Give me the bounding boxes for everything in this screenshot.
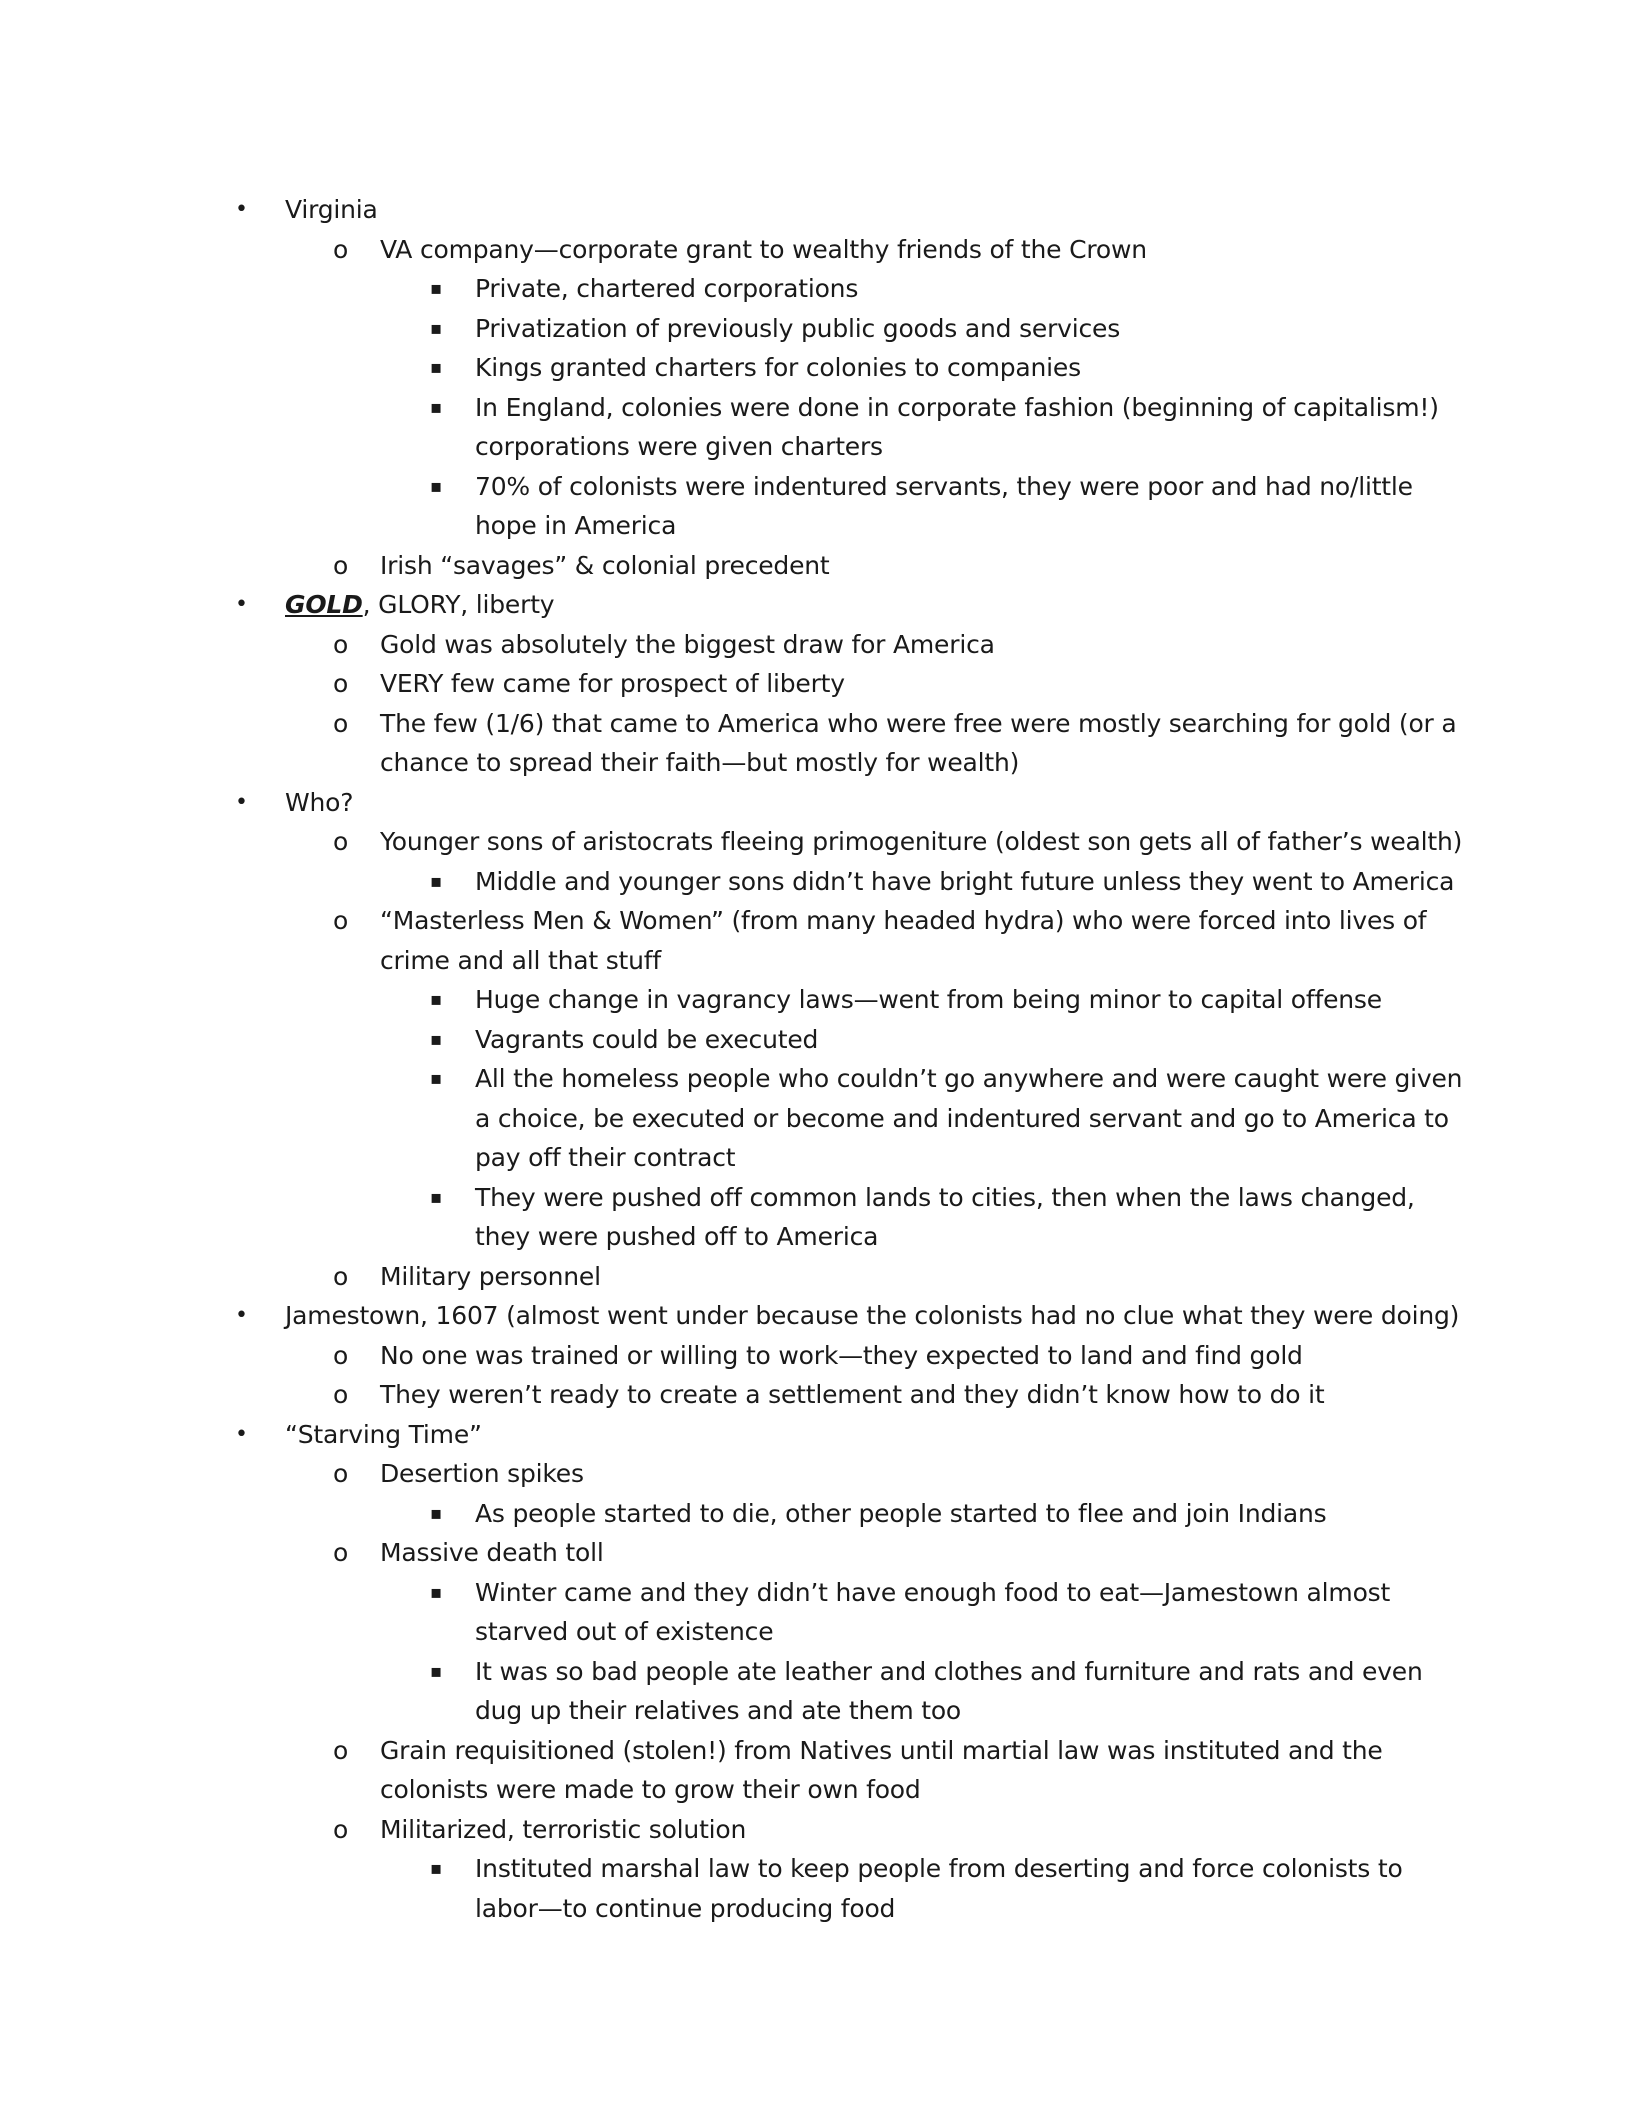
outline-text: All the homeless people who couldn’t go anywhere and were caught were given bbox=[475, 1064, 1463, 1093]
bullet-dot-icon: • bbox=[235, 789, 248, 815]
outline-text: Vagrants could be executed bbox=[475, 1024, 819, 1054]
outline-text: As people started to die, other people started to flee and join Indians bbox=[475, 1498, 1327, 1528]
bullet-circle-icon: o bbox=[333, 669, 349, 698]
outline-text bbox=[0, 590, 554, 619]
bullet-square-icon: ▪ bbox=[430, 475, 442, 497]
outline-text: crime and all that stuff bbox=[380, 945, 661, 975]
outline-item-level-3 bbox=[0, 348, 1640, 388]
bullet-dot-icon: • bbox=[235, 1421, 248, 1447]
outline-text: Grain requisitioned (stolen!) from Natives until martial law was instituted and the bbox=[380, 1735, 1383, 1765]
outline-item-level-1 bbox=[0, 190, 1640, 230]
outline-text: Militarized, terroristic solution bbox=[380, 1814, 747, 1844]
outline-item-continuation bbox=[0, 1138, 1640, 1178]
outline-text: chance to spread their faith—but mostly for wealth) bbox=[380, 748, 1020, 777]
outline-item-level-3 bbox=[0, 1652, 1640, 1692]
outline-item-continuation bbox=[0, 1691, 1640, 1731]
bullet-square-icon: ▪ bbox=[430, 278, 442, 299]
outline-text: In England, colonies were done in corporate fashion (beginning of capitalism!) bbox=[475, 392, 1439, 422]
outline-text-rest: , GLORY, liberty bbox=[362, 590, 555, 619]
outline-item-level-1 bbox=[0, 783, 1640, 823]
bullet-dot-icon: • bbox=[235, 197, 248, 222]
outline-item-level-2 bbox=[0, 664, 1640, 704]
outline-text: “Masterless Men & Women” (from many headed hydra) who were forced into lives of bbox=[380, 906, 1427, 935]
bullet-dot-icon: • bbox=[235, 592, 248, 617]
emphasized-word: GOLD bbox=[285, 590, 363, 619]
outline-item-level-2 bbox=[0, 1731, 1640, 1771]
outline-item-continuation bbox=[0, 743, 1640, 783]
outline-text: Winter came and they didn’t have enough food to eat—Jamestown almost bbox=[475, 1577, 1391, 1607]
bullet-circle-icon: o bbox=[333, 1538, 349, 1567]
outline-text: Irish “savages” & colonial precedent bbox=[380, 550, 830, 580]
outline-item-level-1 bbox=[0, 585, 1640, 625]
outline-item-level-3 bbox=[0, 1494, 1640, 1534]
bullet-circle-icon: o bbox=[333, 708, 349, 738]
outline-item-continuation bbox=[0, 427, 1640, 467]
bullet-square-icon: ▪ bbox=[430, 989, 442, 1010]
bullet-square-icon: ▪ bbox=[430, 1581, 442, 1603]
bullet-circle-icon: o bbox=[333, 1735, 349, 1765]
outline-text: It was so bad people ate leather and clothes and furniture and rats and even bbox=[475, 1656, 1423, 1686]
outline-text: Private, chartered corporations bbox=[475, 274, 859, 303]
outline-text: Military personnel bbox=[380, 1261, 601, 1291]
outline-text: Younger sons of aristocrats fleeing primogeniture (oldest son gets all of father’s wealth) bbox=[380, 827, 1463, 856]
outline-item-level-3 bbox=[0, 467, 1640, 507]
outline-text: No one was trained or willing to work—they expected to land and find gold bbox=[380, 1340, 1303, 1370]
outline-item-level-3 bbox=[0, 1178, 1640, 1218]
outline-text: Who? bbox=[285, 787, 354, 817]
outline-item-level-3 bbox=[0, 269, 1640, 309]
outline-item-continuation bbox=[0, 506, 1640, 546]
bullet-square-icon: ▪ bbox=[430, 1502, 442, 1524]
bullet-circle-icon: o bbox=[333, 827, 349, 856]
outline-text: “Starving Time” bbox=[285, 1419, 482, 1449]
outline-item-level-2 bbox=[0, 822, 1640, 862]
outline-text: pay off their contract bbox=[475, 1143, 736, 1172]
outline-item-level-2 bbox=[0, 1375, 1640, 1415]
outline-item-level-2 bbox=[0, 1810, 1640, 1850]
outline-text: hope in America bbox=[475, 511, 677, 540]
outline-item-level-3 bbox=[0, 1573, 1640, 1613]
outline-item-level-2 bbox=[0, 1336, 1640, 1376]
outline-text: Gold was absolutely the biggest draw for America bbox=[380, 629, 995, 659]
outline-text: Desertion spikes bbox=[380, 1459, 584, 1488]
bullet-square-icon: ▪ bbox=[430, 1660, 442, 1682]
outline-text: The few (1/6) that came to America who were free were mostly searching for gold (or a bbox=[380, 708, 1457, 738]
outline-item-level-2 bbox=[0, 1454, 1640, 1494]
outline-item-continuation bbox=[0, 1889, 1640, 1929]
outline-text: VERY few came for prospect of liberty bbox=[380, 669, 845, 698]
bullet-circle-icon: o bbox=[333, 629, 349, 659]
bullet-square-icon: ▪ bbox=[430, 1858, 442, 1879]
outline-text: Kings granted charters for colonies to companies bbox=[475, 353, 1081, 382]
outline-text: colonists were made to grow their own food bbox=[380, 1775, 921, 1804]
bullet-square-icon: ▪ bbox=[430, 396, 442, 418]
notes-document bbox=[0, 190, 1640, 1928]
bullet-circle-icon: o bbox=[333, 1261, 349, 1291]
outline-item-level-3 bbox=[0, 980, 1640, 1020]
outline-item-continuation bbox=[0, 941, 1640, 981]
bullet-square-icon: ▪ bbox=[430, 317, 442, 339]
bullet-circle-icon: o bbox=[333, 1340, 349, 1370]
outline-text: dug up their relatives and ate them too bbox=[475, 1696, 962, 1725]
outline-text: Virginia bbox=[285, 195, 378, 224]
outline-item-level-3 bbox=[0, 309, 1640, 349]
outline-text: Jamestown, 1607 (almost went under because the colonists had no clue what they were doing) bbox=[285, 1301, 1460, 1330]
outline-item-level-2 bbox=[0, 1533, 1640, 1573]
outline-item-level-3 bbox=[0, 1059, 1640, 1099]
outline-item-continuation bbox=[0, 1099, 1640, 1139]
outline-item-level-1 bbox=[0, 1296, 1640, 1336]
bullet-circle-icon: o bbox=[333, 1814, 349, 1844]
bullet-circle-icon: o bbox=[333, 1380, 349, 1409]
outline-text: Huge change in vagrancy laws—went from being minor to capital offense bbox=[475, 985, 1382, 1014]
bullet-square-icon: ▪ bbox=[430, 1186, 442, 1208]
outline-text: They were pushed off common lands to cities, then when the laws changed, bbox=[475, 1182, 1415, 1212]
outline-text: Middle and younger sons didn’t have bright future unless they went to America bbox=[475, 866, 1455, 896]
outline-item-continuation bbox=[0, 1612, 1640, 1652]
outline-text: 70% of colonists were indentured servants, they were poor and had no/little bbox=[475, 471, 1413, 501]
bullet-square-icon: ▪ bbox=[430, 870, 442, 892]
outline-text: a choice, be executed or become and indentured servant and go to America to bbox=[475, 1103, 1449, 1133]
bullet-circle-icon: o bbox=[333, 906, 349, 935]
outline-item-level-2 bbox=[0, 901, 1640, 941]
outline-item-level-3 bbox=[0, 862, 1640, 902]
outline-item-continuation bbox=[0, 1770, 1640, 1810]
outline-text: labor—to continue producing food bbox=[475, 1893, 896, 1923]
bullet-circle-icon: o bbox=[333, 234, 349, 264]
bullet-square-icon: ▪ bbox=[430, 1068, 442, 1089]
outline-item-continuation bbox=[0, 1217, 1640, 1257]
outline-item-level-3 bbox=[0, 1849, 1640, 1889]
outline-text: They weren’t ready to create a settlement and they didn’t know how to do it bbox=[380, 1380, 1325, 1409]
outline-text: they were pushed off to America bbox=[475, 1222, 879, 1251]
outline-item-level-2 bbox=[0, 704, 1640, 744]
outline-item-level-2 bbox=[0, 625, 1640, 665]
outline-text: Privatization of previously public goods and services bbox=[475, 313, 1121, 343]
outline-item-level-3 bbox=[0, 1020, 1640, 1060]
bullet-square-icon: ▪ bbox=[430, 357, 442, 378]
outline-item-level-2 bbox=[0, 546, 1640, 586]
outline-text: corporations were given charters bbox=[475, 432, 883, 461]
outline-item-level-2 bbox=[0, 230, 1640, 270]
outline-text: Massive death toll bbox=[380, 1538, 604, 1567]
outline-item-level-3 bbox=[0, 388, 1640, 428]
outline-item-level-1 bbox=[0, 1415, 1640, 1455]
bullet-circle-icon: o bbox=[333, 1459, 349, 1488]
bullet-square-icon: ▪ bbox=[430, 1028, 442, 1050]
outline-text: starved out of existence bbox=[475, 1617, 774, 1646]
outline-text: VA company—corporate grant to wealthy friends of the Crown bbox=[380, 234, 1147, 264]
bullet-circle-icon: o bbox=[333, 550, 349, 580]
outline-text: Instituted marshal law to keep people from deserting and force colonists to bbox=[475, 1854, 1403, 1883]
bullet-dot-icon: • bbox=[235, 1303, 248, 1328]
outline-item-level-2 bbox=[0, 1257, 1640, 1297]
